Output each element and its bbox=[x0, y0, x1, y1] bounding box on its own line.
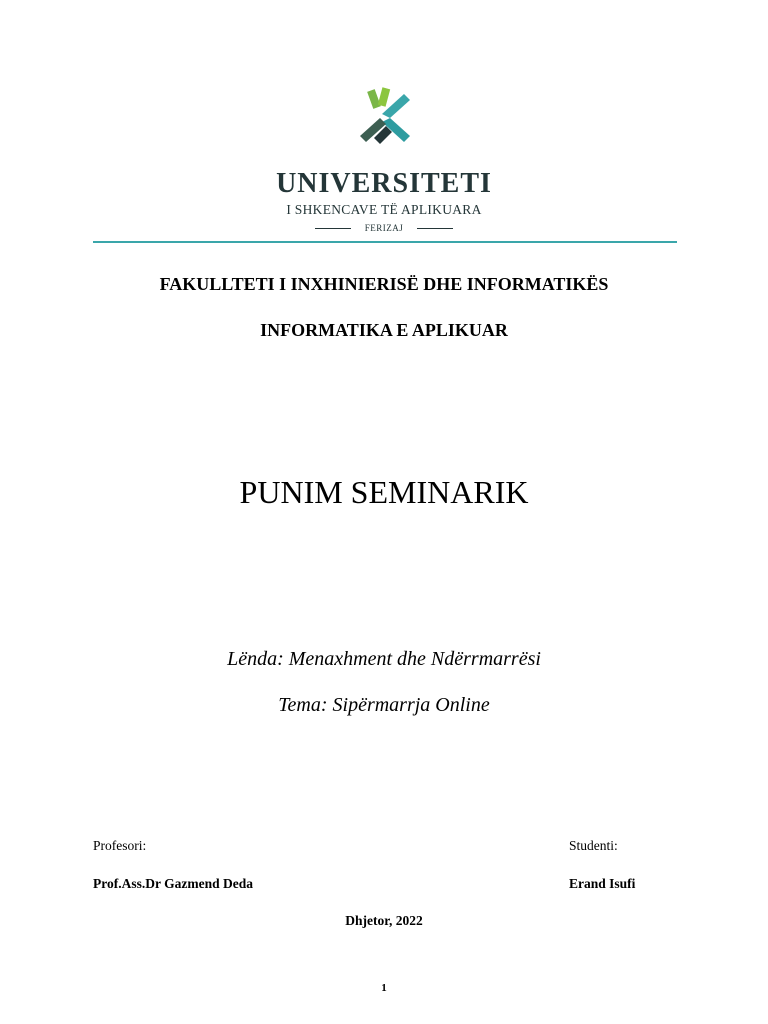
faculty-name: FAKULLTETI I INXHINIERISË DHE INFORMATIKËS bbox=[159, 274, 609, 294]
professor-label: Profesori: bbox=[93, 838, 147, 853]
subject-line: Lënda: Menaxhment dhe Ndërrmarrësi bbox=[227, 648, 541, 670]
topic-line: Tema: Sipërmarrja Online bbox=[278, 694, 490, 716]
university-subtitle: I SHKENCAVE TË APLIKUARA bbox=[286, 202, 482, 217]
document-date: Dhjetor, 2022 bbox=[345, 913, 423, 928]
student-label: Studenti: bbox=[569, 838, 618, 853]
city-divider-right bbox=[417, 228, 453, 229]
program-name: INFORMATIKA E APLIKUAR bbox=[260, 320, 508, 340]
university-name: UNIVERSITETI bbox=[276, 168, 492, 199]
page-number: 1 bbox=[381, 982, 387, 994]
document-title: PUNIM SEMINARIK bbox=[239, 474, 529, 510]
city-divider-left bbox=[315, 228, 351, 229]
university-logo-icon bbox=[352, 86, 416, 158]
student-name: Erand Isufi bbox=[569, 876, 636, 891]
university-city: FERIZAJ bbox=[364, 223, 404, 233]
professor-name: Prof.Ass.Dr Gazmend Deda bbox=[93, 876, 253, 891]
header-divider bbox=[93, 241, 677, 243]
university-city-row bbox=[0, 223, 768, 233]
